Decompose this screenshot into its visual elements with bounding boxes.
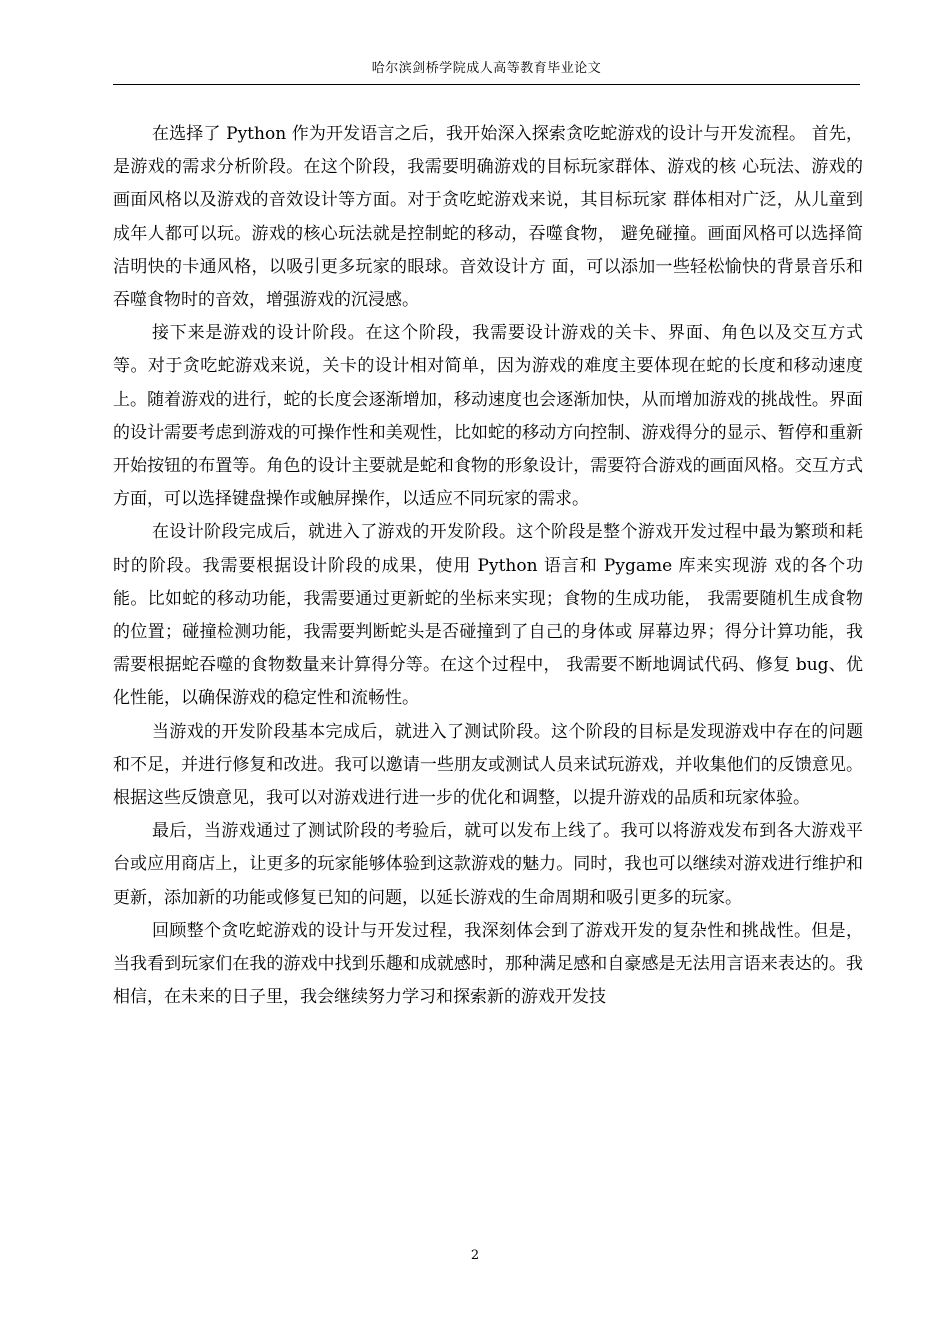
header-rule	[113, 84, 860, 85]
paragraph-design: 接下来是游戏的设计阶段。在这个阶段，我需要设计游戏的关卡、界面、角色以及交互方式等。对于贪吃蛇游戏来说，关卡的设计相对简单，因为游戏的难度主要体现在蛇的长度和移动速度上。随着游戏的进行，蛇的长度会逐渐增加，移动速度也会逐渐加快，从而增加游戏的挑战性。界面的设计需要考虑到游戏的可操作性和美观性，比如蛇的移动方向控制、游戏得分的显示、暂停和重新开始按钮的布置等。角色的设计主要就是蛇和食物的形象设计，需要符合游戏的画面风格。交互方式方面，可以选择键盘操作或触屏操作，以适应不同玩家的需求。	[113, 323, 863, 510]
paragraph-requirements: 在选择了 Python 作为开发语言之后，我开始深入探索贪吃蛇游戏的设计与开发流程。 首先，是游戏的需求分析阶段。在这个阶段，我需要明确游戏的目标玩家群体、游戏的核 心玩法、游戏的画面风格以及游戏的音效设计等方面。对于贪吃蛇游戏来说，其目标玩家 群体相对广泛，从儿童到成年人都可以玩。游戏的核心玩法就是控制蛇的移动，吞噬食物， 避免碰撞。画面风格可以选择简洁明快的卡通风格，以吸引更多玩家的眼球。音效设计方 面，可以添加一些轻松愉快的背景音乐和吞噬食物时的音效，增强游戏的沉浸感。	[113, 124, 863, 311]
running-header: 哈尔滨剑桥学院成人高等教育毕业论文	[371, 61, 602, 76]
body-text	[113, 118, 863, 1014]
paragraph-release: 最后，当游戏通过了测试阶段的考验后，就可以发布上线了。我可以将游戏发布到各大游戏平台或应用商店上，让更多的玩家能够体验到这款游戏的魅力。同时，我也可以继续对游戏进行维护和更新，添加新的功能或修复已知的问题，以延长游戏的生命周期和吸引更多的玩家。	[113, 821, 863, 908]
paragraph-review: 回顾整个贪吃蛇游戏的设计与开发过程，我深刻体会到了游戏开发的复杂性和挑战性。但是，当我看到玩家们在我的游戏中找到乐趣和成就感时，那种满足感和自豪感是无法用言语来表达的。我相信，在未来的日子里，我会继续努力学习和探索新的游戏开发技	[113, 920, 863, 1008]
page-number: 2	[470, 1248, 480, 1263]
paragraph-testing: 当游戏的开发阶段基本完成后，就进入了测试阶段。这个阶段的目标是发现游戏中存在的问题和不足，并进行修复和改进。我可以邀请一些朋友或测试人员来试玩游戏，并收集他们的反馈意见。根据这些反馈意见，我可以对游戏进行进一步的优化和调整，以提升游戏的品质和玩家体验。	[113, 721, 863, 809]
paragraph-development: 在设计阶段完成后，就进入了游戏的开发阶段。这个阶段是整个游戏开发过程中最为繁琐和耗时的阶段。我需要根据设计阶段的成果，使用 Python 语言和 Pygame 库来实现游 戏的各个功能。比如蛇的移动功能，我需要通过更新蛇的坐标来实现；食物的生成功能， 我需要随机生成食物的位置；碰撞检测功能，我需要判断蛇头是否碰撞到了自己的身体或 屏幕边界；得分计算功能，我需要根据蛇吞噬的食物数量来计算得分等。在这个过程中， 我需要不断地调试代码、修复 bug、优化性能，以确保游戏的稳定性和流畅性。	[113, 522, 863, 709]
